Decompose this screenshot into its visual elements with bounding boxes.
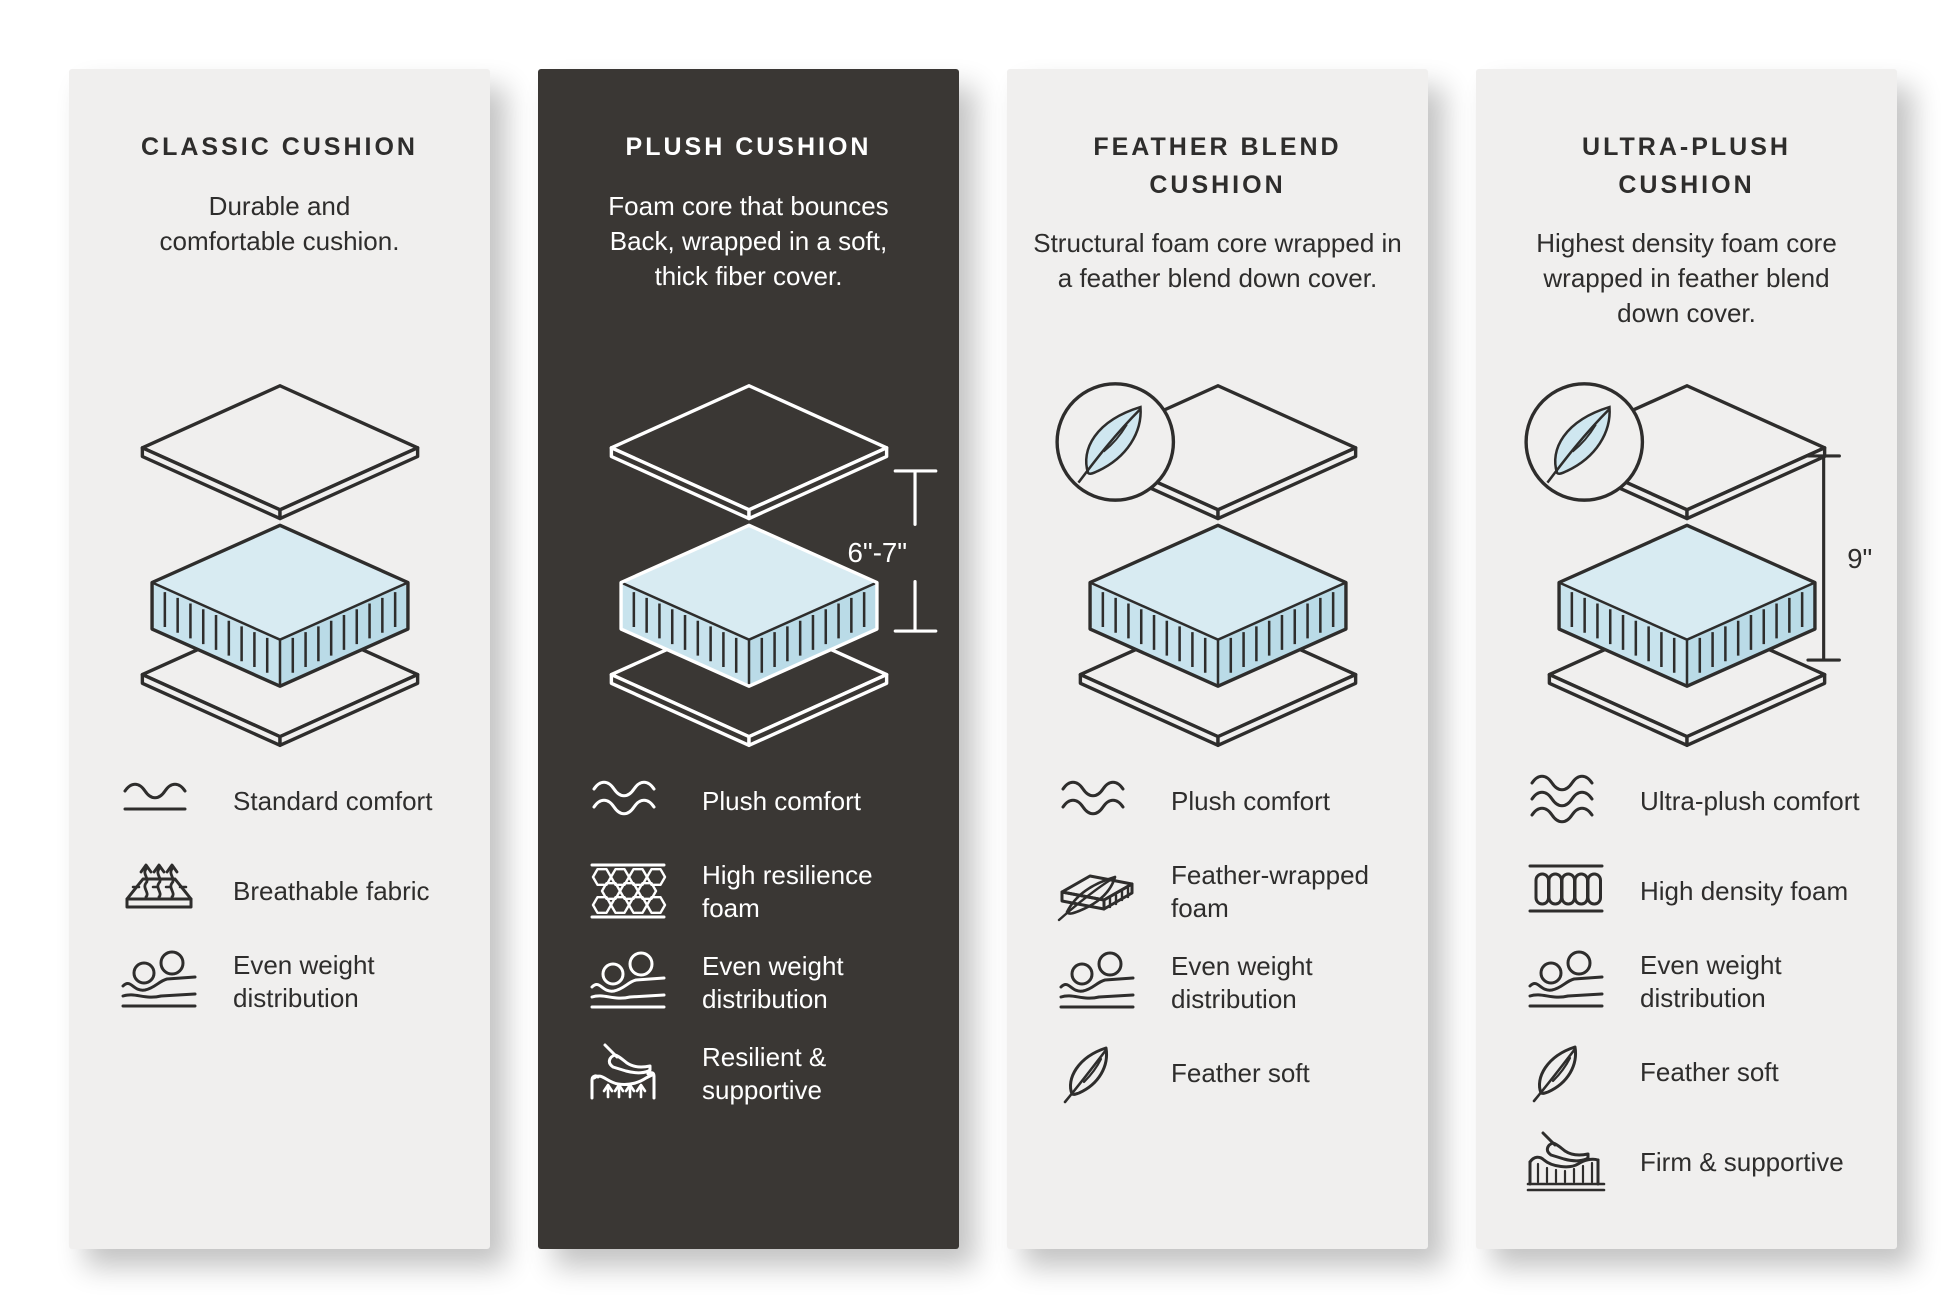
feature-item: [1526, 769, 1873, 833]
feather-icon: [1526, 1040, 1606, 1104]
cushion-layers-illustration: [1516, 337, 1873, 797]
feature-list: [1526, 769, 1873, 1194]
feature-item: [1526, 1130, 1873, 1194]
card-title: ULTRA-PLUSH CUSHION: [1582, 133, 1791, 199]
cushion-layers-illustration: [578, 337, 919, 797]
card-description: Foam core that bounces Back, wrapped in a soft, thick fiber cover.: [608, 190, 889, 291]
card-feather-blend-cushion: [1007, 69, 1428, 1249]
breathable-icon: [119, 859, 199, 923]
weight-distribution-icon: [1526, 950, 1606, 1014]
feature-item: [588, 1041, 935, 1106]
feather-foam-icon: [1057, 860, 1137, 924]
feature-label: Ultra-plush comfort: [1640, 785, 1860, 816]
feature-label: High resilience foam: [702, 860, 873, 923]
cushion-layers-illustration: [109, 337, 450, 797]
feature-list: [1057, 769, 1404, 1105]
feature-item: [119, 859, 466, 923]
feature-label: Plush comfort: [1171, 785, 1330, 816]
cushion-layers-illustration: [1047, 337, 1388, 797]
density-foam-icon: [1526, 859, 1606, 923]
feature-label: Even weight distribution: [1171, 951, 1313, 1014]
feature-label: Feather-wrapped foam: [1171, 860, 1369, 923]
weight-distribution-icon: [588, 951, 668, 1015]
feature-label: Resilient & supportive: [702, 1042, 827, 1105]
weight-distribution-icon: [1057, 951, 1137, 1015]
feature-item: [588, 769, 935, 833]
wave-double-icon: [588, 769, 668, 833]
feature-label: Even weight distribution: [702, 951, 844, 1014]
card-plush-cushion: [538, 69, 959, 1249]
feature-label: Even weight distribution: [233, 950, 375, 1013]
feature-item: [588, 950, 935, 1015]
feature-item: [119, 769, 466, 833]
card-description: Highest density foam core wrapped in feather blend down cover.: [1536, 228, 1837, 329]
card-ultra-plush-cushion: [1476, 69, 1897, 1249]
height-ruler: [834, 467, 943, 635]
wave-triple-icon: [1526, 769, 1606, 833]
feature-item: [1526, 949, 1873, 1014]
feature-label: Plush comfort: [702, 785, 861, 816]
feature-label: Even weight distribution: [1640, 950, 1782, 1013]
card-title: CLASSIC CUSHION: [141, 133, 418, 161]
card-description: Structural foam core wrapped in a feather blend down cover.: [1033, 228, 1402, 294]
wave-double-icon: [1057, 769, 1137, 833]
feature-label: Standard comfort: [233, 785, 433, 816]
height-ruler: [1806, 452, 1877, 664]
feather-badge: [1057, 384, 1173, 500]
card-title: FEATHER BLEND CUSHION: [1093, 133, 1342, 199]
feature-item: [588, 859, 935, 924]
feature-item: [1057, 950, 1404, 1015]
feature-item: [1057, 769, 1404, 833]
honeycomb-icon: [588, 860, 668, 924]
card-title: PLUSH CUSHION: [625, 133, 872, 161]
feature-label: High density foam: [1640, 875, 1849, 906]
feature-item: [119, 949, 466, 1014]
resilient-icon: [588, 1042, 668, 1106]
feather-badge: [1526, 384, 1642, 500]
feature-item: [1526, 1040, 1873, 1104]
height-label: 6"-7": [847, 536, 908, 568]
feature-item: [1526, 859, 1873, 923]
weight-distribution-icon: [119, 950, 199, 1014]
feather-icon: [1057, 1041, 1137, 1105]
feature-item: [1057, 859, 1404, 924]
layered-cushion-drawing: [115, 378, 445, 756]
feature-label: Firm & supportive: [1640, 1146, 1844, 1177]
feature-item: [1057, 1041, 1404, 1105]
layered-cushion-drawing: [1522, 378, 1852, 756]
feature-label: Breathable fabric: [233, 875, 430, 906]
wave-single-icon: [119, 769, 199, 833]
feature-list: [119, 769, 466, 1014]
feature-label: Feather soft: [1640, 1056, 1779, 1087]
layered-cushion-drawing: [1053, 378, 1383, 756]
height-label: 9": [1847, 542, 1873, 574]
feature-list: [588, 769, 935, 1106]
feature-label: Feather soft: [1171, 1057, 1310, 1088]
firm-icon: [1526, 1130, 1606, 1194]
card-classic-cushion: [69, 69, 490, 1249]
card-description: Durable and comfortable cushion.: [159, 190, 400, 256]
